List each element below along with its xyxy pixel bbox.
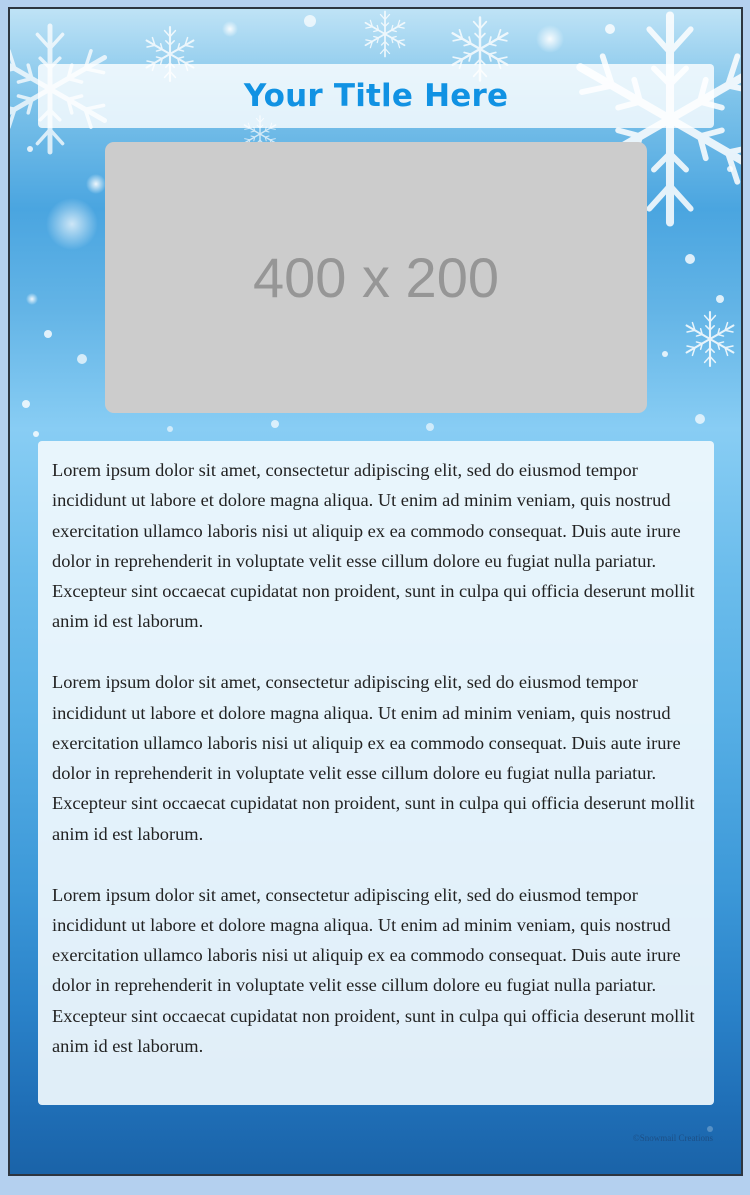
page-title: Your Title Here (243, 78, 509, 114)
snowflake-small-2 (366, 12, 405, 57)
title-bar (38, 64, 714, 128)
credit-text: ©Snowmail Creations (632, 1133, 713, 1143)
image-placeholder (105, 142, 647, 413)
image-placeholder-label: 400 x 200 (253, 246, 499, 309)
newsletter-frame (8, 7, 743, 1176)
snowflake-small-4 (687, 312, 734, 366)
paragraph-1: Lorem ipsum dolor sit amet, consectetur adipiscing elit, sed do eiusmod tempor incididunt ut labore et dolore magna aliqua. Ut enim ad minim veniam, quis nostrud exercitation ullamco laboris nisi ut aliquip ex ea commodo consequat. Duis aute irure dolor in reprehenderit in voluptate velit esse cillum dolore eu fugiat nulla pariatur. Excepteur sint occaecat cupidatat non proident, sunt in culpa qui officia deserunt mollit anim id est laborum. (52, 460, 695, 632)
paragraph-3: Lorem ipsum dolor sit amet, consectetur adipiscing elit, sed do eiusmod tempor incididunt ut labore et dolore magna aliqua. Ut enim ad minim veniam, quis nostrud exercitation ullamco laboris nisi ut aliquip ex ea commodo consequat. Duis aute irure dolor in reprehenderit in voluptate velit esse cillum dolore eu fugiat nulla pariatur. Excepteur sint occaecat cupidatat non proident, sunt in culpa qui officia deserunt mollit anim id est laborum. (52, 884, 695, 1057)
paragraph-2: Lorem ipsum dolor sit amet, consectetur adipiscing elit, sed do eiusmod tempor incididunt ut labore et dolore magna aliqua. Ut enim ad minim veniam, quis nostrud exercitation ullamco laboris nisi ut aliquip ex ea commodo consequat. Duis aute irure dolor in reprehenderit in voluptate velit esse cillum dolore eu fugiat nulla pariatur. Excepteur sint occaecat cupidatat non proident, sunt in culpa qui officia deserunt mollit anim id est laborum. (52, 672, 695, 844)
content-box (38, 441, 714, 1105)
